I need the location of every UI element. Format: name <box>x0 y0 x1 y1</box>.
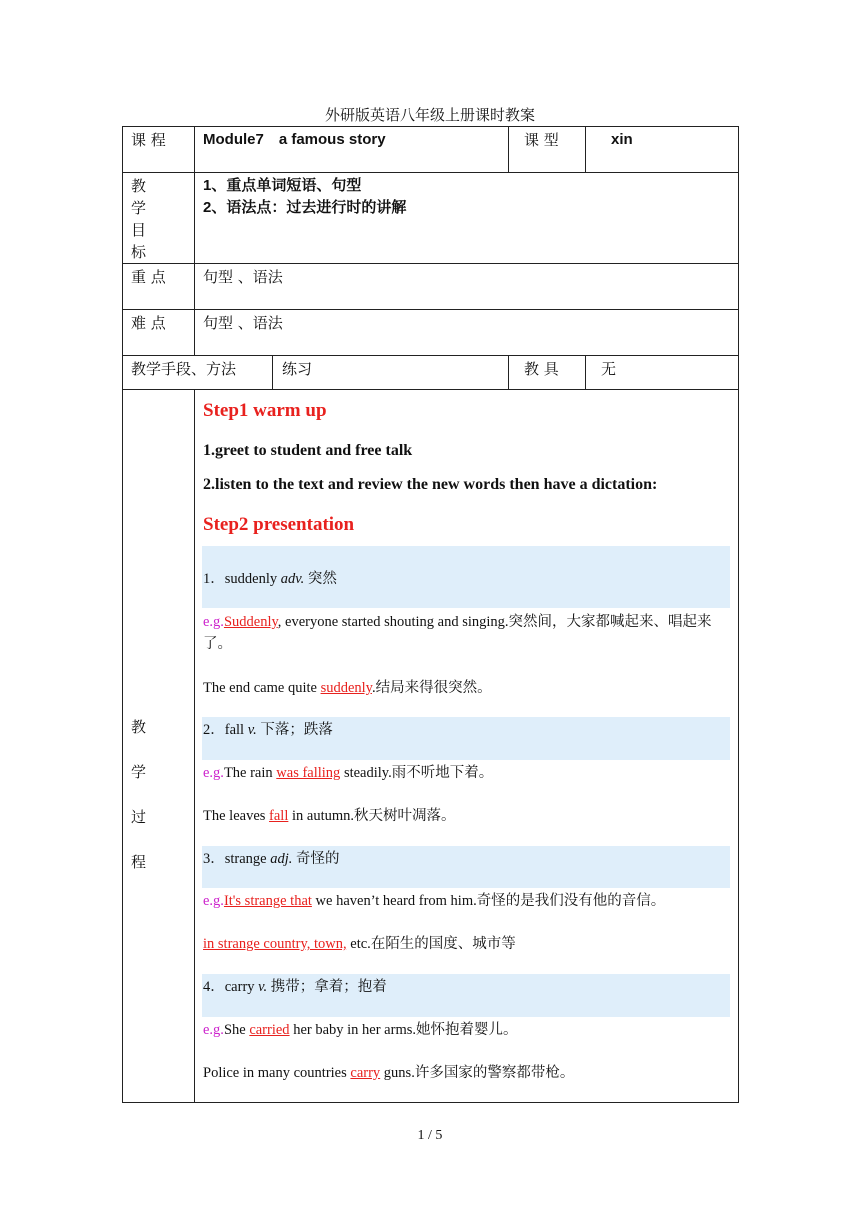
process-label-char: 学 <box>131 763 147 781</box>
lesson-type-label: 课 型 <box>524 131 559 149</box>
part-of-speech: adv. <box>280 571 305 587</box>
row-divider <box>122 355 739 356</box>
sentence-text: guns.许多国家的警察都带枪。 <box>380 1065 575 1081</box>
highlighted-phrase: carried <box>249 1022 290 1038</box>
column-divider <box>508 126 509 172</box>
process-label-char: 过 <box>131 808 147 826</box>
methods-label: 教学手段、方法 <box>131 360 237 378</box>
objectives-label-char: 教 <box>131 177 147 195</box>
highlighted-phrase: It's strange that <box>223 893 312 909</box>
row-divider <box>122 172 739 173</box>
highlighted-phrase: in strange country, town, <box>203 936 347 952</box>
part-of-speech: v. <box>258 979 268 995</box>
vocab-meaning: 奇怪的 <box>292 851 340 867</box>
column-divider <box>585 126 586 172</box>
vocab-word: 2．fall <box>203 722 248 738</box>
eg-marker: e.g. <box>203 893 224 909</box>
highlighted-phrase: Suddenly <box>223 614 278 630</box>
vocab-meaning: 下落；跌落 <box>256 722 333 738</box>
row-divider <box>122 389 739 390</box>
difficulties-label: 难 点 <box>131 314 166 332</box>
example-sentence <box>203 933 731 955</box>
part-of-speech: v. <box>247 722 257 738</box>
difficulties-value: 句型 、语法 <box>203 314 283 332</box>
sentence-text: .结局来得很突然。 <box>371 680 492 696</box>
column-divider <box>272 355 273 389</box>
course-label: 课 程 <box>131 131 166 149</box>
sentence-text: The end came quite <box>203 680 321 696</box>
sentence-text: She <box>223 1022 250 1038</box>
objectives-label-char: 目 <box>131 221 147 239</box>
sentence-text: her baby in her arms.她怀抱着婴儿。 <box>289 1022 518 1038</box>
sentence-text: etc.在陌生的国度、城市等 <box>346 936 516 952</box>
example-sentence <box>203 1019 731 1041</box>
vocab-meaning: 携带；拿着；抱着 <box>267 979 387 995</box>
highlighted-phrase: carry <box>350 1065 381 1081</box>
sentence-text: The leaves <box>203 808 270 824</box>
process-label-char: 教 <box>131 718 147 736</box>
key-points-value: 句型 、语法 <box>203 268 283 286</box>
objective-item: 1、重点单词短语、句型 <box>203 177 362 194</box>
step1-item: 1.greet to student and free talk <box>203 442 413 459</box>
eg-marker: e.g. <box>203 614 224 630</box>
page-number: 1 / 5 <box>417 1128 443 1143</box>
process-label-char: 程 <box>131 853 147 871</box>
highlighted-phrase: was falling <box>276 765 341 781</box>
step1-item: 2.listen to the text and review the new words then have a dictation: <box>203 476 658 493</box>
column-divider <box>194 389 195 1103</box>
sentence-text: steadily.雨不听地下着。 <box>340 765 494 781</box>
vocab-meaning: 突然 <box>304 571 337 587</box>
eg-marker: e.g. <box>203 765 224 781</box>
eg-marker: e.g. <box>203 1022 224 1038</box>
column-divider <box>508 355 509 389</box>
teaching-tools-label: 教 具 <box>524 360 559 378</box>
example-sentence <box>203 890 731 912</box>
example-sentence <box>203 677 731 699</box>
vocab-word: 3．strange <box>203 851 271 867</box>
objectives-label <box>131 175 151 263</box>
step1-title: Step1 warm up <box>203 400 327 421</box>
course-value: Module7 a famous story <box>203 131 386 148</box>
teaching-tools-value: 无 <box>601 360 617 378</box>
example-sentence <box>203 611 731 655</box>
vocab-word: 1．suddenly <box>203 571 281 587</box>
key-points-label: 重 点 <box>131 268 166 286</box>
sentence-text: The rain <box>223 765 277 781</box>
column-divider <box>585 355 586 389</box>
sentence-text: we haven’t heard from him.奇怪的是我们没有他的音信。 <box>311 893 666 909</box>
methods-value: 练习 <box>282 360 313 378</box>
document-title: 外研版英语八年级上册课时教案 <box>324 106 535 124</box>
column-divider <box>194 126 195 355</box>
objective-item: 2、语法点：过去进行时的讲解 <box>203 199 407 216</box>
row-divider <box>122 309 739 310</box>
step2-title: Step2 presentation <box>203 514 355 535</box>
highlighted-phrase: fall <box>269 808 289 824</box>
sentence-text: Police in many countries <box>203 1065 351 1081</box>
objectives-label-char: 学 <box>131 199 147 217</box>
objectives-label-char: 标 <box>131 243 147 261</box>
vocab-heading <box>203 719 731 741</box>
sentence-text: , everyone started shouting and singing.突然间，大家都喊起来、唱起来了。 <box>203 614 712 652</box>
vocab-heading <box>203 568 731 590</box>
lesson-type-value: xin <box>611 131 633 148</box>
example-sentence <box>203 805 731 827</box>
example-sentence <box>203 1062 731 1084</box>
process-label <box>131 705 151 885</box>
sentence-text: in autumn.秋天树叶凋落。 <box>288 808 456 824</box>
example-sentence <box>203 762 731 784</box>
row-divider <box>122 263 739 264</box>
vocab-word: 4．carry <box>203 979 259 995</box>
part-of-speech: adj. <box>270 851 293 867</box>
vocab-heading <box>203 976 731 998</box>
highlighted-phrase: suddenly <box>320 680 372 696</box>
vocab-heading <box>203 848 731 870</box>
